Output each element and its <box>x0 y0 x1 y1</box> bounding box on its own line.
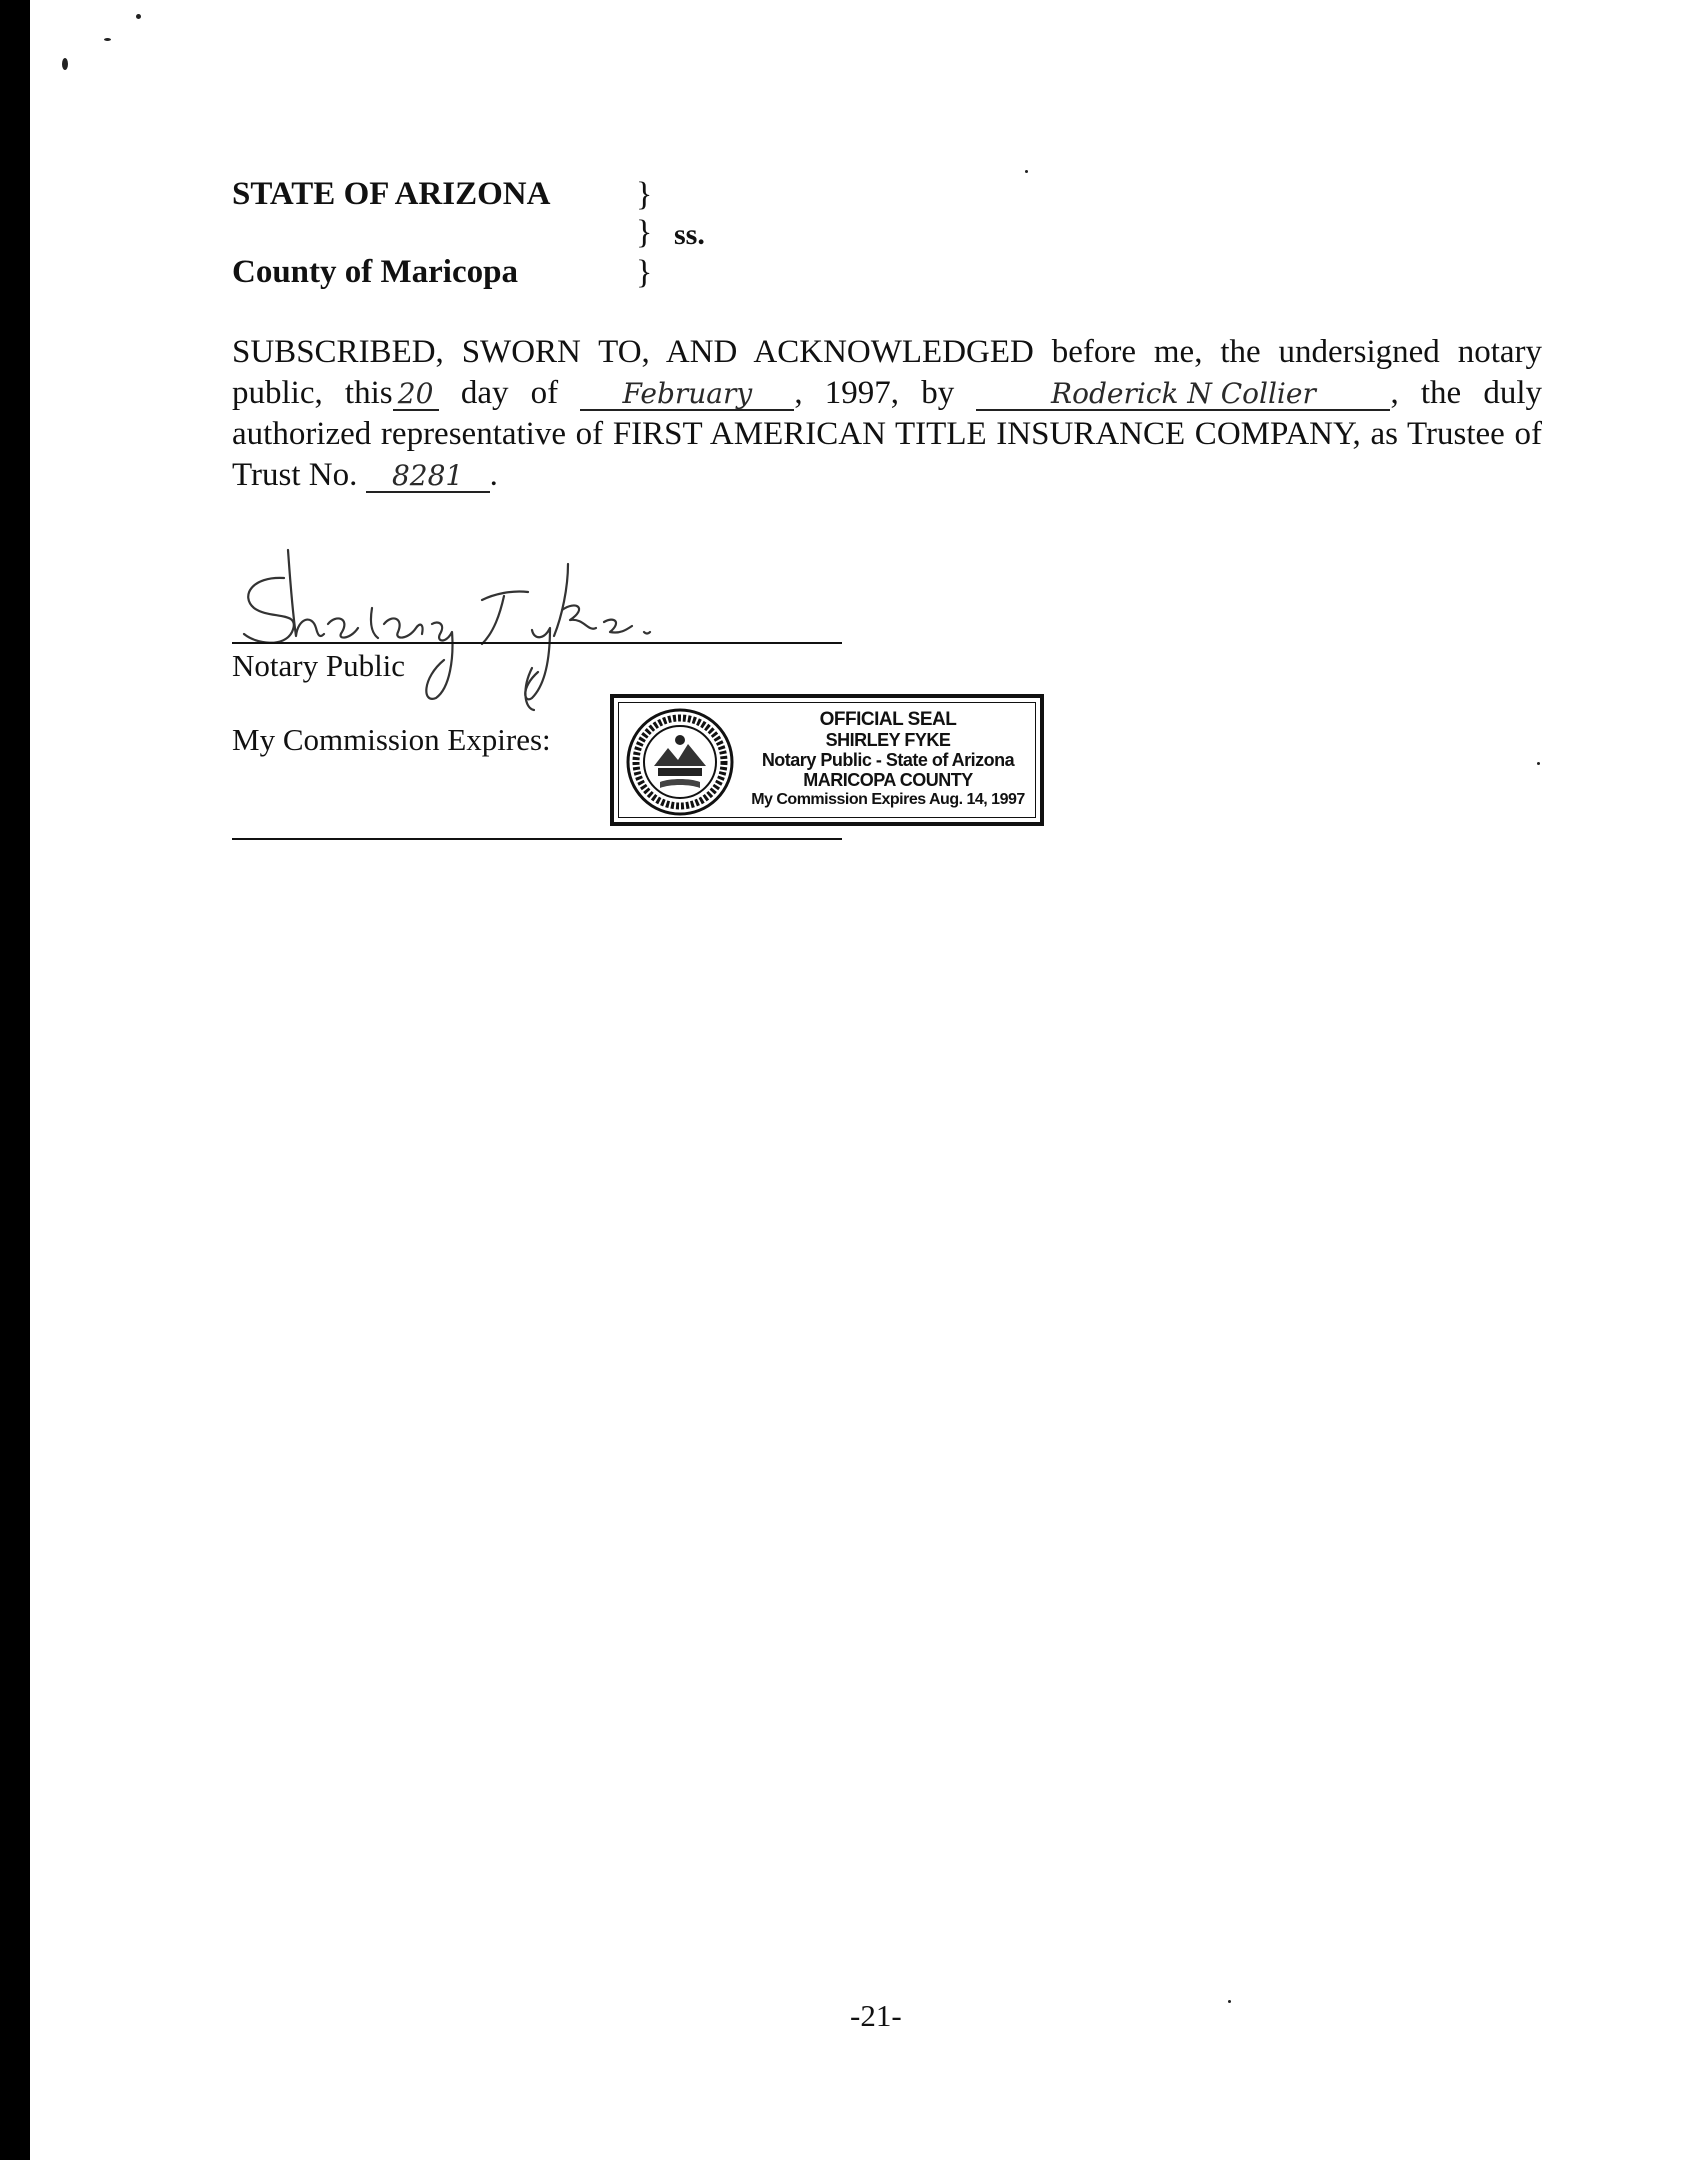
representative-text: , the duly authorized representative of FIRST AMERICAN TITLE INSURANCE COMPANY, as Trustee of Trust No. <box>232 375 1543 493</box>
handwritten-signature <box>232 548 852 718</box>
scan-speck <box>136 14 141 19</box>
paragraph-end: . <box>489 457 498 493</box>
scan-speck <box>1025 170 1028 173</box>
signer-name-field: Roderick N Collier <box>976 379 1390 411</box>
page-number: -21- <box>850 1998 902 2033</box>
venue-brace: } <box>636 176 653 213</box>
venue-brace: } <box>636 214 653 251</box>
stamp-text <box>740 710 1036 810</box>
year-by-text: , 1997, by <box>794 375 955 411</box>
commission-date-line <box>232 838 842 840</box>
venue-brace: } <box>636 254 653 291</box>
stamp-expiration: My Commission Expires Aug. 14, 1997 <box>751 791 1025 808</box>
ss-abbreviation: ss. <box>674 218 705 251</box>
scan-edge <box>0 0 30 2160</box>
scan-speck <box>62 58 68 70</box>
trust-number-field: 8281 <box>366 461 490 493</box>
state-seal-icon <box>624 706 736 818</box>
scan-speck <box>104 38 111 41</box>
stamp-title: OFFICIAL SEAL <box>819 709 957 730</box>
acknowledgment-intro: SUBSCRIBED, SWORN TO, AND ACKNOWLEDGED before me, the undersigned notary public, this <box>232 334 1542 411</box>
day-field: 20 <box>393 379 439 411</box>
commission-expires-label: My Commission Expires: <box>232 722 551 757</box>
venue-block <box>232 172 752 302</box>
official-notary-seal-stamp <box>610 694 1044 826</box>
stamp-notary-state: Notary Public - State of Arizona <box>761 750 1015 770</box>
scan-speck <box>1537 762 1540 765</box>
day-of-text: day of <box>460 375 559 411</box>
signature-line <box>232 642 842 644</box>
county-name: County of Maricopa <box>232 254 518 290</box>
notary-public-label: Notary Public <box>232 648 406 683</box>
acknowledgment-paragraph <box>232 332 1542 496</box>
state-name: STATE OF ARIZONA <box>232 176 551 212</box>
stamp-notary-name: SHIRLEY FYKE <box>825 730 951 750</box>
month-field: February <box>580 379 794 411</box>
scan-speck <box>1228 2000 1231 2003</box>
stamp-county: MARICOPA COUNTY <box>803 770 973 790</box>
